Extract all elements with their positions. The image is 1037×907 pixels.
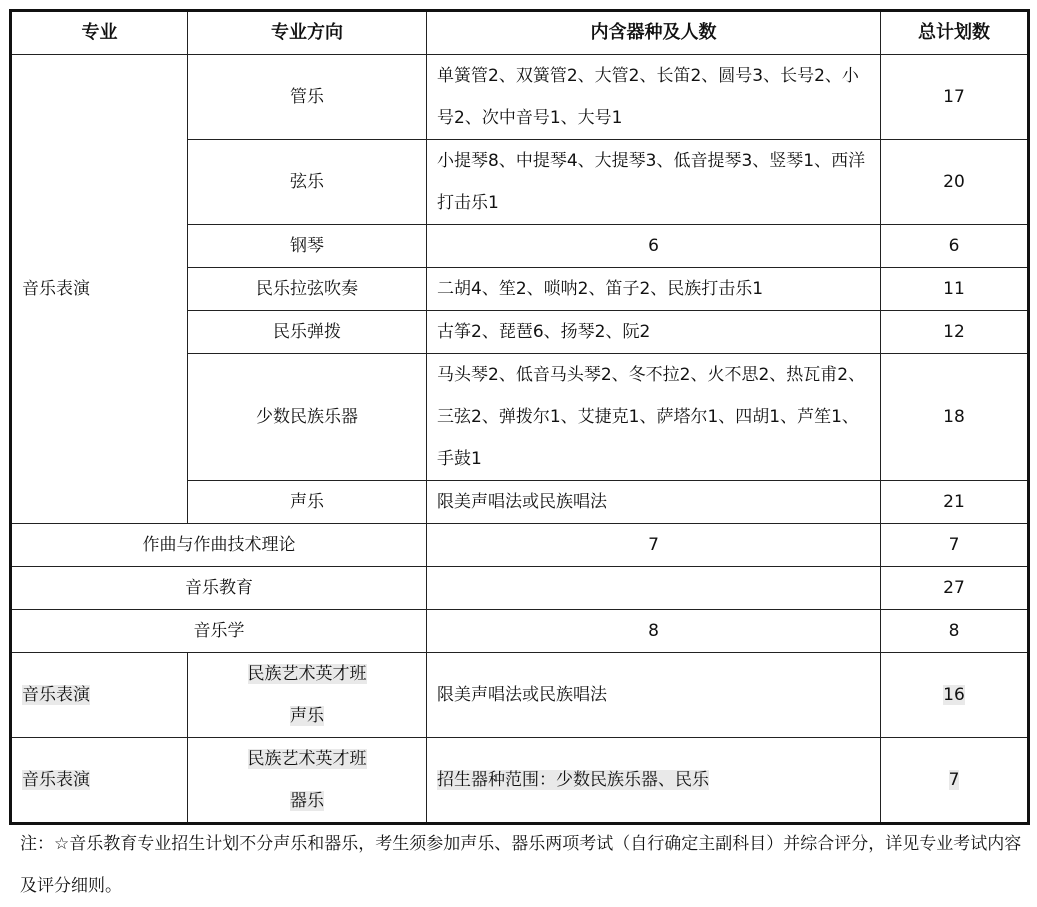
total-cell: 11 [881,268,1029,311]
major-cell: 音乐教育 [11,567,427,610]
major-cell: 音乐学 [11,610,427,653]
total-cell: 20 [881,140,1029,225]
total-cell: 21 [881,481,1029,524]
instruments-cell: 招生器种范围：少数民族乐器、民乐 [437,770,709,790]
header-total: 总计划数 [881,11,1029,55]
total-cell: 12 [881,311,1029,354]
total-cell: 16 [943,685,965,705]
direction-cell: 钢琴 [188,225,427,268]
total-cell: 8 [881,610,1029,653]
direction-line: 民族艺术英才班 [247,749,367,769]
direction-cell: 管乐 [188,55,427,140]
major-cell-music-performance: 音乐表演 [11,55,188,524]
table-row [11,610,1029,653]
instruments-cell: 单簧管2、双簧管2、大管2、长笛2、圆号3、长号2、小号2、次中音号1、大号1 [427,55,881,140]
direction-line: 器乐 [290,791,324,811]
direction-cell: 弦乐 [188,140,427,225]
instruments-cell: 6 [427,225,881,268]
table-row [11,738,1029,824]
instruments-cell: 二胡4、笙2、唢呐2、笛子2、民族打击乐1 [427,268,881,311]
major-cell: 音乐表演 [22,685,90,705]
footnote: 注：☆音乐教育专业招生计划不分声乐和器乐，考生须参加声乐、器乐两项考试（自行确定主副科目）并综合评分，详见专业考试内容及评分细则。 [20,834,1022,896]
header-direction: 专业方向 [188,11,427,55]
total-cell: 18 [881,354,1029,481]
direction-cell [188,738,427,824]
direction-cell: 声乐 [188,481,427,524]
header-major: 专业 [11,11,188,55]
instruments-cell: 8 [427,610,881,653]
table-row [11,567,1029,610]
table-row [11,524,1029,567]
total-cell: 7 [948,770,960,790]
total-cell: 27 [881,567,1029,610]
instruments-cell: 小提琴8、中提琴4、大提琴3、低音提琴3、竖琴1、西洋打击乐1 [427,140,881,225]
table-row [11,55,1029,140]
enrollment-plan-table [9,9,1030,825]
header-instruments: 内含器种及人数 [427,11,881,55]
direction-cell: 少数民族乐器 [188,354,427,481]
major-cell: 作曲与作曲技术理论 [11,524,427,567]
direction-cell: 民乐弹拨 [188,311,427,354]
instruments-cell: 限美声唱法或民族唱法 [427,653,881,738]
direction-line: 民族艺术英才班 [247,664,367,684]
instruments-cell: 马头琴2、低音马头琴2、冬不拉2、火不思2、热瓦甫2、三弦2、弹拨尔1、艾捷克1、萨塔尔1、四胡1、芦笙1、手鼓1 [427,354,881,481]
total-cell: 6 [881,225,1029,268]
instruments-cell: 古筝2、琵琶6、扬琴2、阮2 [427,311,881,354]
total-cell: 7 [881,524,1029,567]
major-cell: 音乐表演 [22,770,90,790]
direction-line: 声乐 [290,706,324,726]
direction-cell [188,653,427,738]
total-cell: 17 [881,55,1029,140]
table-row [11,653,1029,738]
header-row [11,11,1029,55]
instruments-cell: 7 [427,524,881,567]
instruments-cell: 限美声唱法或民族唱法 [427,481,881,524]
instruments-cell [427,567,881,610]
direction-cell: 民乐拉弦吹奏 [188,268,427,311]
